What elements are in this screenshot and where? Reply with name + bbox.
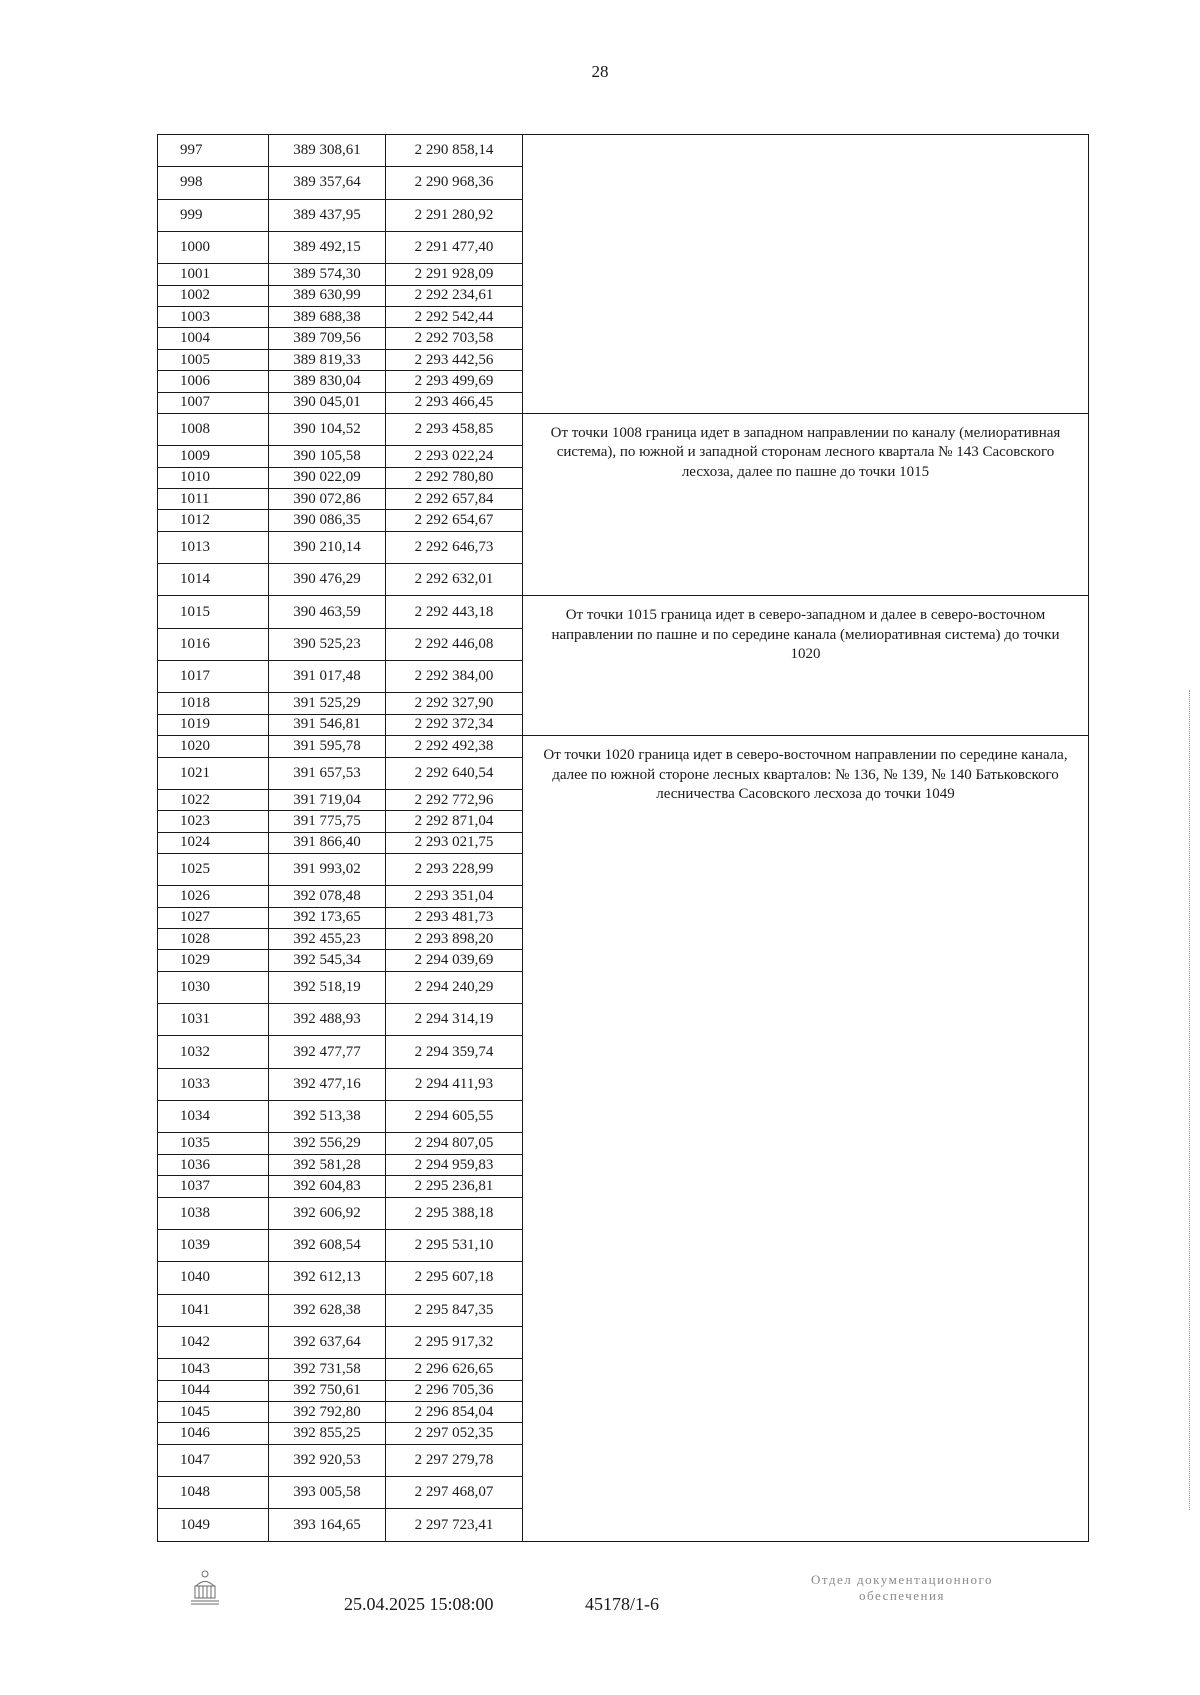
- point-number: 999: [158, 199, 269, 231]
- coord-y: 2 297 279,78: [386, 1444, 523, 1476]
- coord-y: 2 295 917,32: [386, 1326, 523, 1358]
- coord-x: 392 792,80: [269, 1401, 386, 1422]
- coord-x: 392 513,38: [269, 1101, 386, 1133]
- coord-x: 390 022,09: [269, 467, 386, 488]
- point-number: 1041: [158, 1294, 269, 1326]
- coord-y: 2 295 531,10: [386, 1229, 523, 1261]
- coord-x: 391 595,78: [269, 736, 386, 757]
- point-number: 1004: [158, 328, 269, 349]
- coord-x: 389 574,30: [269, 264, 386, 285]
- point-number: 1013: [158, 531, 269, 563]
- coord-y: 2 292 384,00: [386, 661, 523, 693]
- coord-x: 392 612,13: [269, 1262, 386, 1294]
- coord-y: 2 297 468,07: [386, 1477, 523, 1509]
- point-number: 1005: [158, 349, 269, 370]
- coord-x: 389 830,04: [269, 371, 386, 392]
- point-number: 1018: [158, 693, 269, 714]
- point-number: 1040: [158, 1262, 269, 1294]
- coord-y: 2 292 646,73: [386, 531, 523, 563]
- footer-datetime: 25.04.2025 15:08:00: [344, 1594, 494, 1614]
- coord-y: 2 292 446,08: [386, 628, 523, 660]
- coord-x: 392 604,83: [269, 1176, 386, 1197]
- stamp-line-1: Отдел документационного: [811, 1572, 993, 1587]
- coord-x: 391 525,29: [269, 693, 386, 714]
- coord-x: 392 556,29: [269, 1133, 386, 1154]
- coord-x: 391 657,53: [269, 757, 386, 789]
- coord-x: 390 476,29: [269, 564, 386, 596]
- point-number: 1003: [158, 307, 269, 328]
- coord-x: 392 518,19: [269, 971, 386, 1003]
- coord-y: 2 296 854,04: [386, 1401, 523, 1422]
- coord-x: 392 920,53: [269, 1444, 386, 1476]
- coord-y: 2 292 657,84: [386, 489, 523, 510]
- coord-x: 389 437,95: [269, 199, 386, 231]
- coord-y: 2 292 871,04: [386, 811, 523, 832]
- point-number: 1044: [158, 1380, 269, 1401]
- coord-y: 2 292 327,90: [386, 693, 523, 714]
- coord-x: 392 545,34: [269, 950, 386, 971]
- point-number: 1036: [158, 1154, 269, 1175]
- table-row: [158, 135, 1089, 167]
- coord-x: 392 731,58: [269, 1359, 386, 1380]
- coord-y: 2 292 654,67: [386, 510, 523, 531]
- coord-y: 2 294 411,93: [386, 1068, 523, 1100]
- coord-y: 2 294 240,29: [386, 971, 523, 1003]
- point-number: 1020: [158, 736, 269, 757]
- coord-y: 2 294 314,19: [386, 1004, 523, 1036]
- point-number: 1037: [158, 1176, 269, 1197]
- coord-x: 389 630,99: [269, 285, 386, 306]
- coord-y: 2 293 351,04: [386, 886, 523, 907]
- coord-y: 2 293 466,45: [386, 392, 523, 413]
- point-number: 1007: [158, 392, 269, 413]
- coord-x: 392 637,64: [269, 1326, 386, 1358]
- point-number: 1038: [158, 1197, 269, 1229]
- table-body: [158, 135, 1089, 1542]
- coord-y: 2 293 458,85: [386, 413, 523, 445]
- coord-y: 2 296 705,36: [386, 1380, 523, 1401]
- point-number: 1025: [158, 853, 269, 885]
- coord-y: 2 293 898,20: [386, 929, 523, 950]
- point-number: 1000: [158, 231, 269, 263]
- coord-y: 2 290 858,14: [386, 135, 523, 167]
- coord-x: 392 477,16: [269, 1068, 386, 1100]
- coord-x: 390 463,59: [269, 596, 386, 628]
- coord-x: 391 719,04: [269, 789, 386, 810]
- coord-y: 2 295 607,18: [386, 1262, 523, 1294]
- coord-x: 389 492,15: [269, 231, 386, 263]
- coord-y: 2 294 605,55: [386, 1101, 523, 1133]
- coord-y: 2 292 443,18: [386, 596, 523, 628]
- coord-x: 392 608,54: [269, 1229, 386, 1261]
- boundary-description: От точки 1008 граница идет в западном направлении по каналу (мелиоративная система), по южной и западной сторонам лесного квартала № 143 Сасовского лесхоза, далее по пашне до точки 1015: [523, 413, 1089, 595]
- coord-y: 2 294 959,83: [386, 1154, 523, 1175]
- coord-x: 392 078,48: [269, 886, 386, 907]
- point-number: 1012: [158, 510, 269, 531]
- coord-y: 2 291 928,09: [386, 264, 523, 285]
- point-number: 1048: [158, 1477, 269, 1509]
- point-number: 1039: [158, 1229, 269, 1261]
- point-number: 1032: [158, 1036, 269, 1068]
- coord-x: 390 210,14: [269, 531, 386, 563]
- coord-x: 390 072,86: [269, 489, 386, 510]
- coord-x: 392 477,77: [269, 1036, 386, 1068]
- point-number: 997: [158, 135, 269, 167]
- coord-x: 389 308,61: [269, 135, 386, 167]
- point-number: 1024: [158, 832, 269, 853]
- coord-y: 2 292 492,38: [386, 736, 523, 757]
- coord-y: 2 297 052,35: [386, 1423, 523, 1444]
- point-number: 1026: [158, 886, 269, 907]
- coord-x: 392 581,28: [269, 1154, 386, 1175]
- coord-y: 2 293 021,75: [386, 832, 523, 853]
- point-number: 998: [158, 167, 269, 199]
- point-number: 1043: [158, 1359, 269, 1380]
- scan-edge-mark: [1189, 690, 1191, 1510]
- coord-y: 2 294 359,74: [386, 1036, 523, 1068]
- coord-x: 390 105,58: [269, 446, 386, 467]
- point-number: 1028: [158, 929, 269, 950]
- coord-y: 2 292 703,58: [386, 328, 523, 349]
- coord-x: 391 866,40: [269, 832, 386, 853]
- point-number: 1002: [158, 285, 269, 306]
- coord-y: 2 292 632,01: [386, 564, 523, 596]
- point-number: 1045: [158, 1401, 269, 1422]
- point-number: 1014: [158, 564, 269, 596]
- coord-x: 393 164,65: [269, 1509, 386, 1542]
- coord-x: 389 819,33: [269, 349, 386, 370]
- point-number: 1009: [158, 446, 269, 467]
- coord-x: 389 357,64: [269, 167, 386, 199]
- coord-x: 390 045,01: [269, 392, 386, 413]
- emblem-icon: [188, 1568, 222, 1608]
- point-number: 1030: [158, 971, 269, 1003]
- point-number: 1035: [158, 1133, 269, 1154]
- coord-x: 392 488,93: [269, 1004, 386, 1036]
- point-number: 1021: [158, 757, 269, 789]
- coord-y: 2 294 807,05: [386, 1133, 523, 1154]
- coord-x: 391 993,02: [269, 853, 386, 885]
- coord-y: 2 291 477,40: [386, 231, 523, 263]
- point-number: 1008: [158, 413, 269, 445]
- point-number: 1034: [158, 1101, 269, 1133]
- coord-x: 390 104,52: [269, 413, 386, 445]
- coord-y: 2 297 723,41: [386, 1509, 523, 1542]
- coord-y: 2 293 022,24: [386, 446, 523, 467]
- point-number: 1029: [158, 950, 269, 971]
- coord-y: 2 292 372,34: [386, 714, 523, 735]
- stamp-line-2: обеспечения: [859, 1588, 945, 1604]
- coord-y: 2 295 388,18: [386, 1197, 523, 1229]
- coord-y: 2 295 236,81: [386, 1176, 523, 1197]
- point-number: 1006: [158, 371, 269, 392]
- coord-x: 389 709,56: [269, 328, 386, 349]
- coord-x: 391 017,48: [269, 661, 386, 693]
- point-number: 1027: [158, 907, 269, 928]
- page-number: 28: [591, 62, 609, 81]
- coordinates-table: [157, 134, 1089, 1542]
- point-number: 1015: [158, 596, 269, 628]
- coord-y: 2 293 442,56: [386, 349, 523, 370]
- table-row: [158, 596, 1089, 628]
- coord-y: 2 290 968,36: [386, 167, 523, 199]
- point-number: 1019: [158, 714, 269, 735]
- coord-x: 392 628,38: [269, 1294, 386, 1326]
- point-number: 1033: [158, 1068, 269, 1100]
- department-stamp: [752, 1572, 1052, 1605]
- coord-y: 2 292 772,96: [386, 789, 523, 810]
- coord-x: 390 525,23: [269, 628, 386, 660]
- coord-x: 389 688,38: [269, 307, 386, 328]
- coord-x: 392 455,23: [269, 929, 386, 950]
- coord-y: 2 295 847,35: [386, 1294, 523, 1326]
- coord-x: 392 855,25: [269, 1423, 386, 1444]
- point-number: 1046: [158, 1423, 269, 1444]
- boundary-description: От точки 1015 граница идет в северо-западном и далее в северо-восточном направлении по пашне и по середине канала (мелиоративная система) до точки 1020: [523, 596, 1089, 736]
- coord-y: 2 293 228,99: [386, 853, 523, 885]
- coord-x: 392 606,92: [269, 1197, 386, 1229]
- point-number: 1022: [158, 789, 269, 810]
- point-number: 1001: [158, 264, 269, 285]
- coord-x: 392 750,61: [269, 1380, 386, 1401]
- coord-x: 391 546,81: [269, 714, 386, 735]
- table-row: [158, 413, 1089, 445]
- coord-y: 2 294 039,69: [386, 950, 523, 971]
- coord-y: 2 292 542,44: [386, 307, 523, 328]
- point-number: 1010: [158, 467, 269, 488]
- coord-x: 391 775,75: [269, 811, 386, 832]
- point-number: 1011: [158, 489, 269, 510]
- point-number: 1023: [158, 811, 269, 832]
- boundary-description: От точки 1020 граница идет в северо-восточном направлении по середине канала, далее по южной стороне лесных кварталов: № 136, № 139, № 140 Батьковского лесничества Сасовского лесхоза до точки 1049: [523, 736, 1089, 1542]
- coord-y: 2 291 280,92: [386, 199, 523, 231]
- point-number: 1016: [158, 628, 269, 660]
- boundary-description: [523, 135, 1089, 414]
- table-row: [158, 736, 1089, 757]
- point-number: 1042: [158, 1326, 269, 1358]
- point-number: 1047: [158, 1444, 269, 1476]
- coord-y: 2 292 640,54: [386, 757, 523, 789]
- coord-y: 2 292 234,61: [386, 285, 523, 306]
- coord-x: 392 173,65: [269, 907, 386, 928]
- point-number: 1017: [158, 661, 269, 693]
- coord-y: 2 293 499,69: [386, 371, 523, 392]
- coord-y: 2 296 626,65: [386, 1359, 523, 1380]
- footer-doc-number: 45178/1-6: [585, 1594, 659, 1614]
- coord-x: 390 086,35: [269, 510, 386, 531]
- point-number: 1049: [158, 1509, 269, 1542]
- coord-y: 2 293 481,73: [386, 907, 523, 928]
- point-number: 1031: [158, 1004, 269, 1036]
- coord-x: 393 005,58: [269, 1477, 386, 1509]
- coord-y: 2 292 780,80: [386, 467, 523, 488]
